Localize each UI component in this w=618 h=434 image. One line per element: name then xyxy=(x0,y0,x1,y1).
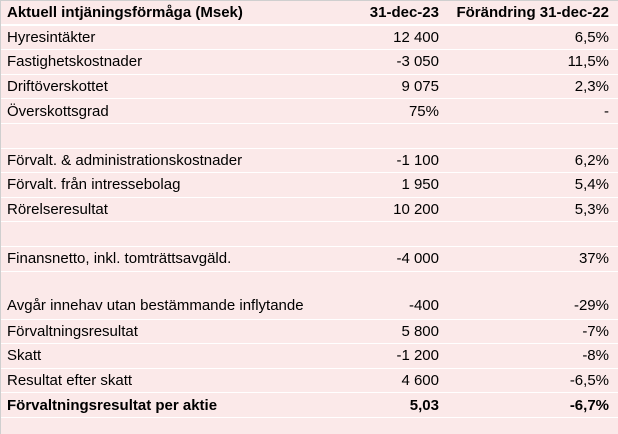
table-row xyxy=(1,320,618,345)
table-row xyxy=(1,247,618,272)
row-value-2023: 5 800 xyxy=(401,322,439,340)
row-value-change: 37% xyxy=(578,250,609,268)
row-label: Rörelseresultat xyxy=(7,201,108,219)
row-value-change: 6,5% xyxy=(574,28,609,46)
row-label: Förvalt. från intressebolag xyxy=(7,176,181,194)
table-row xyxy=(1,272,618,320)
row-value-2023: 5,03 xyxy=(409,396,439,414)
row-value-2023: 1 950 xyxy=(401,176,439,194)
row-value-2023: -1 200 xyxy=(396,347,439,365)
row-label: Hyresintäkter xyxy=(7,28,96,46)
row-value-change: -8% xyxy=(582,347,609,365)
table-row xyxy=(1,75,618,100)
row-label: Finansnetto, inkl. tomträttsavgäld. xyxy=(7,250,232,268)
row-label: Förvaltningsresultat xyxy=(7,322,138,340)
row-label: Avgår innehav utan bestämmande inflytande xyxy=(7,296,304,314)
row-value-change: 2,3% xyxy=(574,78,609,96)
row-label: Förvaltningsresultat per aktie xyxy=(7,396,218,414)
row-value-change: - xyxy=(604,102,609,120)
row-value-2023: -1 100 xyxy=(396,151,439,169)
table-row xyxy=(1,198,618,223)
row-value-change: -6,7% xyxy=(569,396,609,414)
row-value-2023: 12 400 xyxy=(393,28,439,46)
row-value-2023: -4 000 xyxy=(396,250,439,268)
row-label: Förvalt. & administrationskostnader xyxy=(7,151,243,169)
row-label: Driftöverskottet xyxy=(7,78,108,96)
row-label: Skatt xyxy=(7,347,42,365)
table-header xyxy=(1,1,618,26)
table-row-total xyxy=(1,393,618,418)
table-row xyxy=(1,26,618,51)
table-row xyxy=(1,50,618,75)
header-col-change: Förändring 31-dec-22 xyxy=(456,3,609,21)
row-value-change: -29% xyxy=(573,296,609,314)
table-row-empty xyxy=(1,124,618,149)
row-value-change: 5,4% xyxy=(574,176,609,194)
row-label: Resultat efter skatt xyxy=(7,372,133,390)
row-value-2023: 10 200 xyxy=(393,201,439,219)
row-label: Överskottsgrad xyxy=(7,102,109,120)
row-value-change: 11,5% xyxy=(567,53,609,71)
row-value-change: 5,3% xyxy=(574,201,609,219)
row-value-2023: 75% xyxy=(408,102,439,120)
row-value-change: -6,5% xyxy=(569,372,609,390)
table-row xyxy=(1,173,618,198)
row-value-2023: 4 600 xyxy=(401,372,439,390)
table-row xyxy=(1,344,618,369)
row-value-change: 6,2% xyxy=(574,151,609,169)
row-value-2023: -400 xyxy=(408,296,439,314)
row-value-2023: 9 075 xyxy=(401,78,439,96)
row-value-change: -7% xyxy=(582,322,609,340)
row-label: Fastighetskostnader xyxy=(7,53,143,71)
header-label: Aktuell intjäningsförmåga (Msek) xyxy=(7,3,243,21)
header-col-31-dec-23: 31-dec-23 xyxy=(369,3,439,21)
table-row-empty xyxy=(1,222,618,247)
table-row xyxy=(1,149,618,174)
row-value-2023: -3 050 xyxy=(396,53,439,71)
table-row xyxy=(1,369,618,394)
table-row xyxy=(1,99,618,124)
